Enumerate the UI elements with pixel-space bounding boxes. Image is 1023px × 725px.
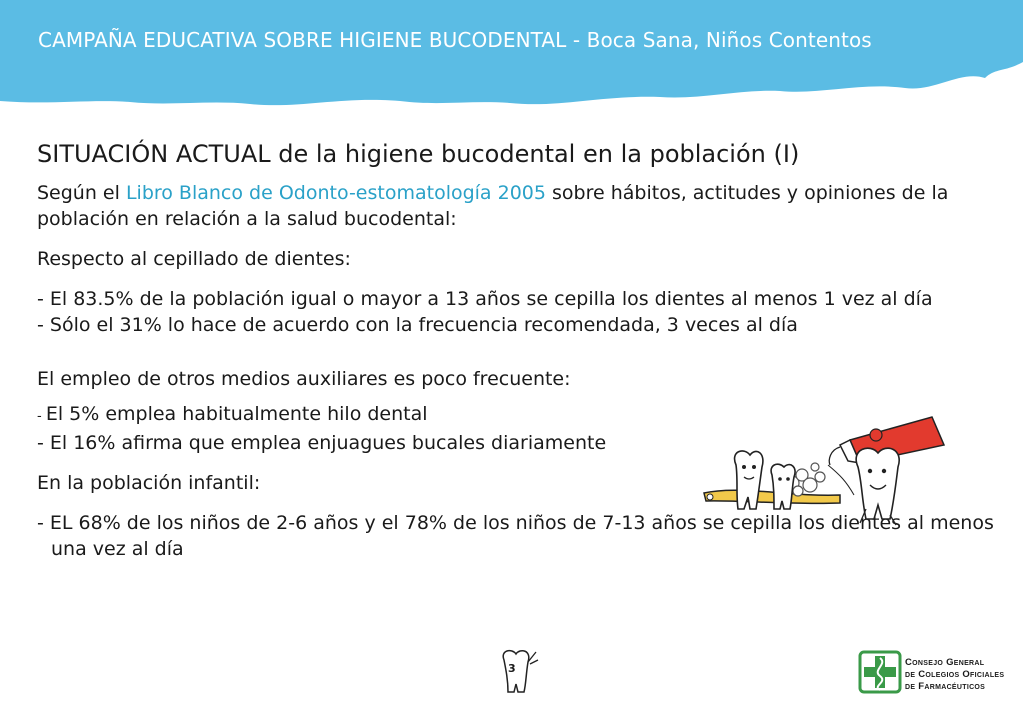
intro-suffix: sobre hábitos, actitudes y opiniones de la población en relación a la salud bucodental: [37,182,949,230]
brushing-list [37,286,997,338]
teeth-cartoon-icon [700,405,950,535]
auxiliary-point-1 [37,401,677,430]
header-title: CAMPAÑA EDUCATIVA SOBRE HIGIENE BUCODENTAL - Boca Sana, Niños Contentos [38,28,872,52]
source-book-link: Libro Blanco de Odonto-estomatología 2005 [125,182,546,204]
consejo-general-logo [858,650,902,698]
auxiliary-list [37,401,677,456]
teeth-cartoon-illustration [700,405,950,539]
intro-prefix: Según el [37,182,126,204]
auxiliary-point-dash: - [37,409,46,424]
logo-line-1: Consejo General [905,657,985,668]
auxiliary-point-1-text: El 5% emplea habitualmente hilo dental [45,403,428,425]
tooth-mascot-icon [496,648,542,696]
page-number-mascot [496,648,542,700]
auxiliary-section-title: El empleo de otros medios auxiliares es poco frecuente: [37,368,571,390]
logo-line-2: de Colegios Oficiales [905,669,1005,680]
banner-shape [0,0,1023,140]
brushing-point-1: - El 83.5% de la población igual o mayor a 13 años se cepilla los dientes al menos 1 vez al día [37,288,933,310]
intro-paragraph [37,180,997,232]
child-section-title: En la población infantil: [37,472,261,494]
logo-text [905,657,1004,693]
page-title: SITUACIÓN ACTUAL de la higiene bucodental en la población (I) [37,140,800,168]
logo-line-3: de Farmacéuticos [905,681,986,692]
brushing-point-2: - Sólo el 31% lo hace de acuerdo con la frecuencia recomendada, 3 veces al día [37,314,798,336]
page-number: 3 [508,662,516,675]
pharmacy-cross-icon [858,650,902,694]
header-banner [0,0,1023,140]
auxiliary-point-2: - El 16% afirma que emplea enjuagues bucales diariamente [37,432,607,454]
brushing-section-title: Respecto al cepillado de dientes: [37,248,351,270]
child-point-1: - EL 68% de los niños de 2-6 años y el 78% de los niños de 7-13 años se cepilla los dientes al menos una vez al día [37,512,994,560]
